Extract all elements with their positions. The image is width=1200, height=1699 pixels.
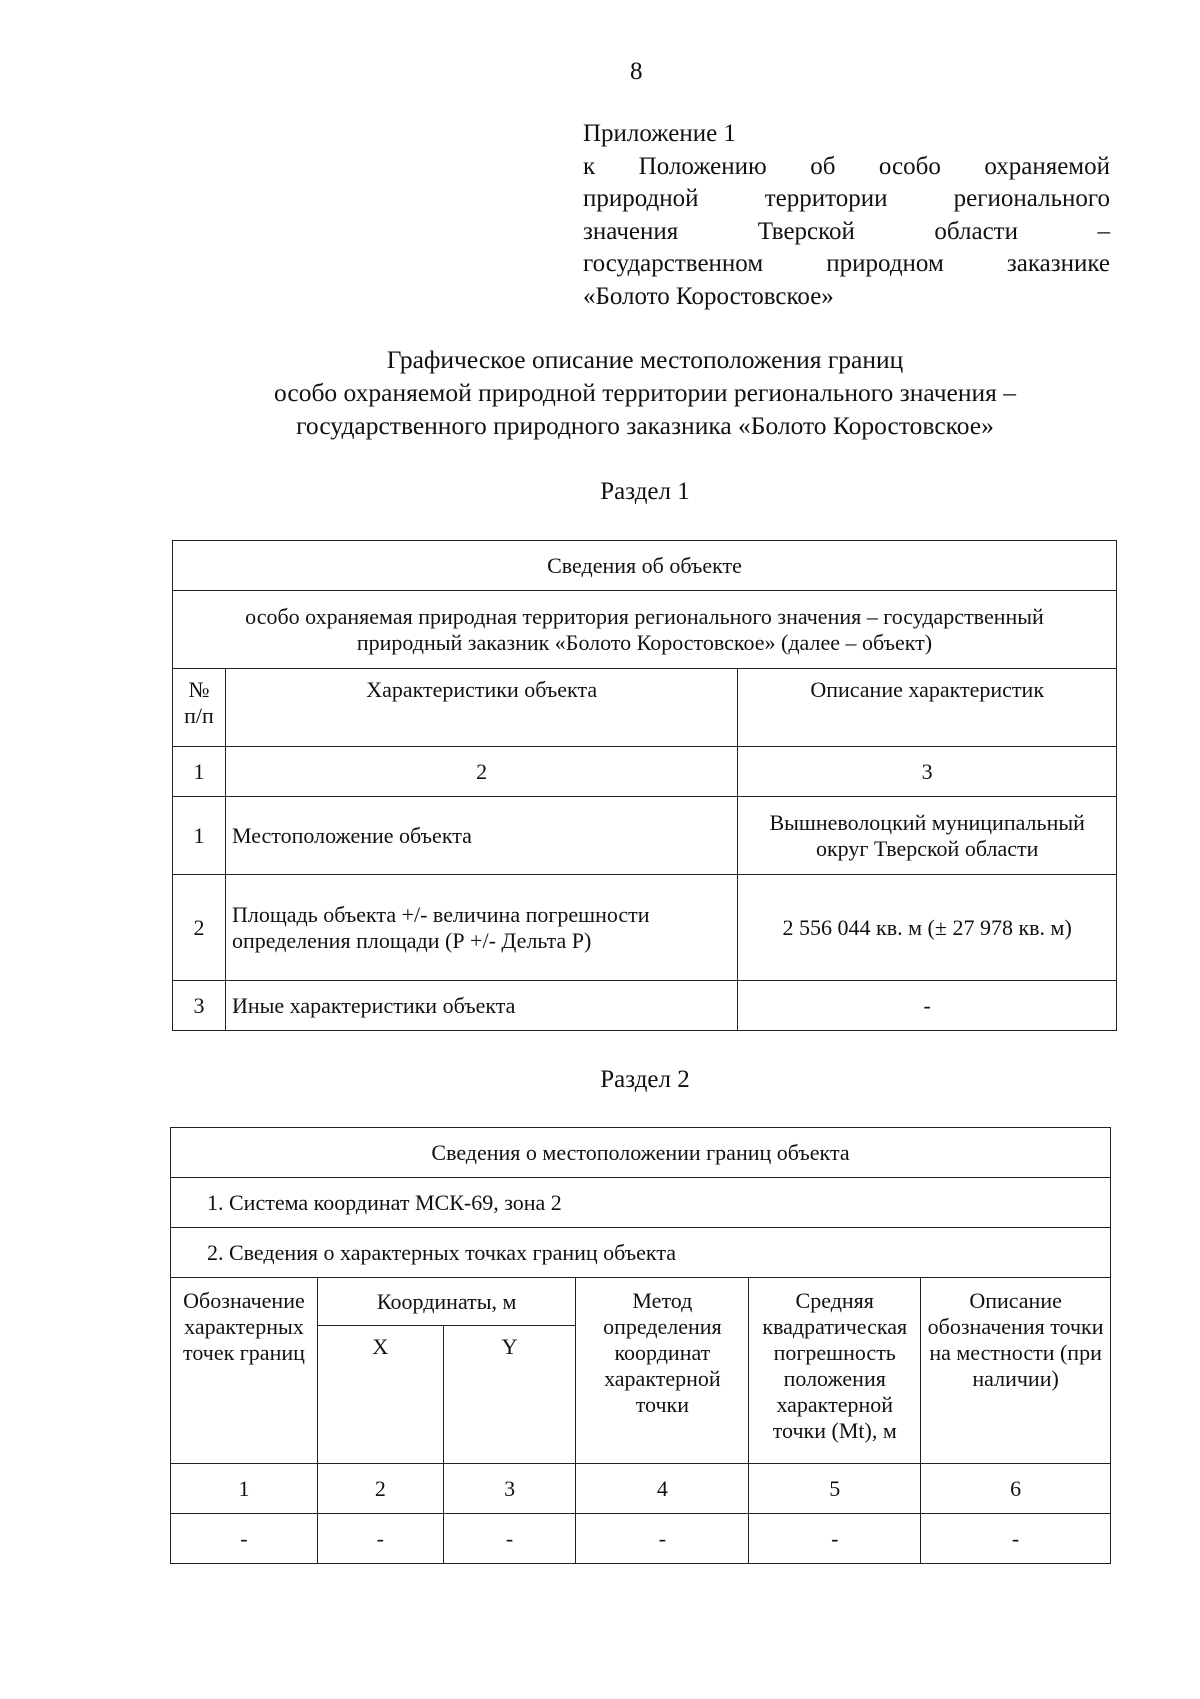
row-characteristic: Местоположение объекта	[225, 797, 737, 875]
table-row	[173, 797, 1117, 875]
title-line: Графическое описание местоположения границ	[386, 345, 904, 374]
object-name: особо охраняемая природная территория регионального значения – государственный природный заказник «Болото Коростовское» (далее – объект)	[173, 591, 1117, 669]
table-row	[171, 1514, 1111, 1564]
page-number: 8	[630, 58, 643, 85]
cell-empty: -	[749, 1514, 921, 1564]
header-num: № п/п	[173, 669, 226, 747]
appendix-line: Приложение 1	[583, 120, 736, 147]
appendix-note	[583, 118, 1110, 313]
cell-empty: -	[921, 1514, 1111, 1564]
header-location: Описание обозначения точки на местности (при наличии)	[921, 1278, 1111, 1464]
title-line: особо охраняемой природной территории регионального значения –	[274, 378, 1016, 407]
column-number: 1	[173, 747, 226, 797]
object-info-table	[172, 540, 1117, 1031]
row-description: -	[738, 981, 1117, 1031]
column-number: 2	[225, 747, 737, 797]
cell-empty: -	[576, 1514, 749, 1564]
boundary-points-table	[170, 1127, 1111, 1564]
coordinate-system: 1. Система координат МСК-69, зона 2	[171, 1178, 1111, 1228]
header-designation: Обозначение характерных точек границ	[171, 1278, 318, 1464]
table-row	[173, 981, 1117, 1031]
appendix-line: «Болото Коростовское»	[583, 282, 834, 310]
header-method: Метод определения координат характерной точки	[576, 1278, 749, 1464]
section-1-heading: Раздел 1	[600, 478, 690, 505]
column-number: 1	[171, 1464, 318, 1514]
row-num: 2	[173, 875, 226, 981]
title-line: государственного природного заказника «Болото Коростовское»	[296, 411, 994, 440]
table-row	[173, 875, 1117, 981]
table-title: Сведения об объекте	[173, 541, 1117, 591]
row-description: 2 556 044 кв. м (± 27 978 кв. м)	[738, 875, 1117, 981]
row-num: 3	[173, 981, 226, 1031]
header-x: X	[317, 1326, 443, 1464]
column-number: 3	[738, 747, 1117, 797]
header-description: Описание характеристик	[738, 669, 1117, 747]
document-title	[180, 343, 1110, 442]
table-title: Сведения о местоположении границ объекта	[171, 1128, 1111, 1178]
appendix-line: значения Тверской области –	[583, 217, 1110, 245]
column-number: 5	[749, 1464, 921, 1514]
column-number: 2	[317, 1464, 443, 1514]
header-characteristic: Характеристики объекта	[225, 669, 737, 747]
column-number: 3	[443, 1464, 576, 1514]
row-num: 1	[173, 797, 226, 875]
section-2-heading: Раздел 2	[600, 1066, 690, 1093]
appendix-line: государственном природном заказнике	[583, 250, 1110, 277]
header-y: Y	[443, 1326, 576, 1464]
appendix-line: природной территории регионального	[583, 185, 1110, 212]
cell-empty: -	[443, 1514, 576, 1564]
column-number: 4	[576, 1464, 749, 1514]
cell-empty: -	[171, 1514, 318, 1564]
row-characteristic: Иные характеристики объекта	[225, 981, 737, 1031]
column-number: 6	[921, 1464, 1111, 1514]
appendix-line: к Положению об особо охраняемой	[583, 152, 1110, 180]
points-info: 2. Сведения о характерных точках границ объекта	[171, 1228, 1111, 1278]
cell-empty: -	[317, 1514, 443, 1564]
header-error: Средняя квадратическая погрешность положения характерной точки (Mt), м	[749, 1278, 921, 1464]
header-coordinates: Координаты, м	[317, 1278, 576, 1326]
row-description: Вышневолоцкий муниципальный округ Тверской области	[738, 797, 1117, 875]
row-characteristic: Площадь объекта +/- величина погрешности определения площади (Р +/- Дельта Р)	[225, 875, 737, 981]
